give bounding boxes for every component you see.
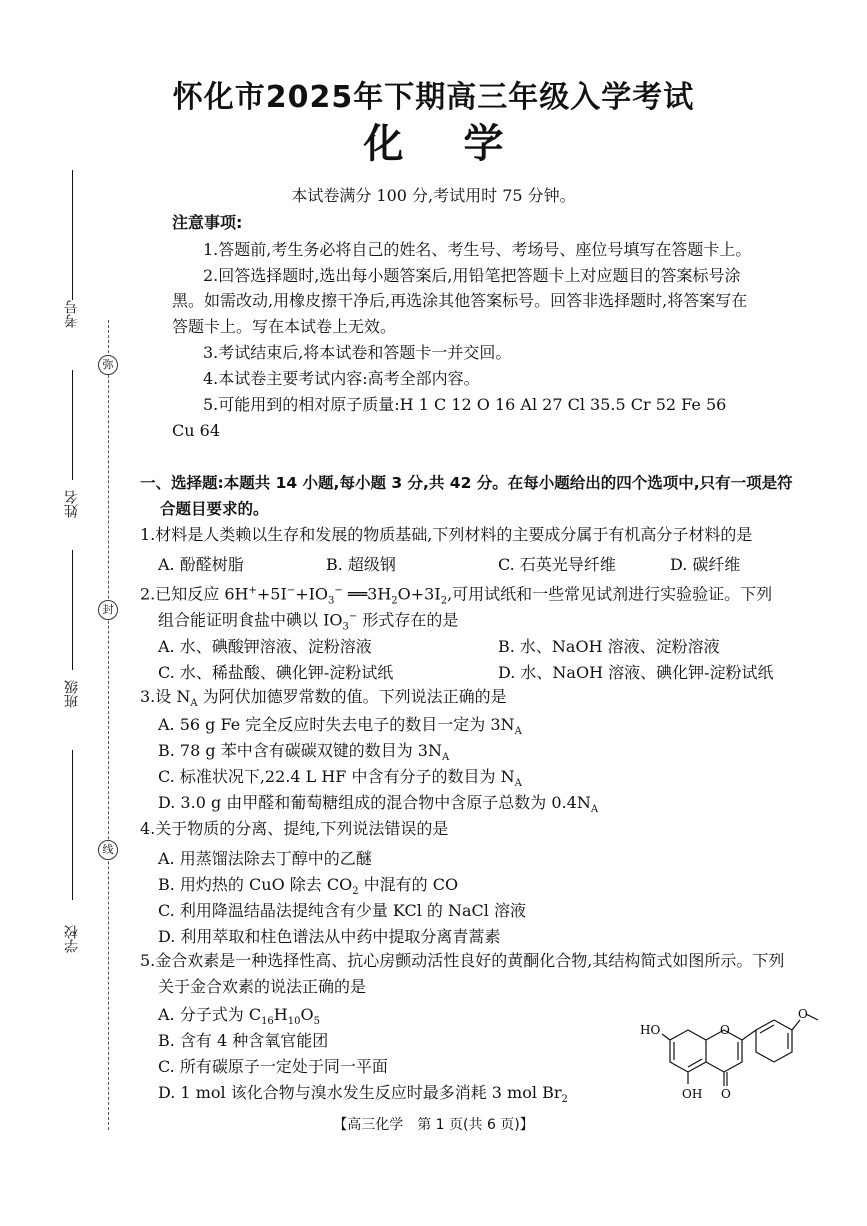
q3-stem: 3.设 $N_A$ 为阿伏加德罗常数的值。下列说法正确的是 [140, 687, 507, 710]
q5-option-b: B. 含有 4 种含氧官能团 [158, 1031, 329, 1050]
notice-2a: 2.回答选择题时,选出每小题答案后,用铅笔把答题卡上对应题目的答案标号涂 [203, 266, 741, 285]
acacetin-structure [640, 1000, 820, 1110]
q4-option-d: D. 利用萃取和柱色谱法从中药中提取分离青蒿素 [158, 927, 501, 946]
q5-stem-1: 5.金合欢素是一种选择性高、抗心房颤动活性良好的黄酮化合物,其结构简式如图所示。下列 [140, 951, 785, 970]
page-footer: 【高三化学 第 1 页(共 6 页)】 [333, 1117, 534, 1133]
notice-1: 1.答题前,考生务必将自己的姓名、考生号、考场号、座位号填写在答题卡上。 [203, 240, 752, 259]
section1-head-1: 一、选择题:本题共 14 小题,每小题 3 分,共 42 分。在每小题给出的四个选项中,只有一项是符 [140, 474, 793, 492]
seal-mi: 弥 [98, 355, 118, 375]
notice-title: 注意事项: [172, 213, 243, 232]
q2-stem-2: 组合能证明食盐中碘以 $IO_3^-$ 形式存在的是 [158, 610, 459, 633]
q2-option-a: A. 水、碘酸钾溶液、淀粉溶液 [158, 637, 372, 656]
section1-head-2: 合题目要求的。 [160, 500, 269, 518]
label-exam-no: 考号 [64, 300, 80, 328]
q1-option-c: C. 石英光导纤维 [498, 555, 616, 574]
q1-option-d: D. 碳纤维 [670, 555, 741, 574]
notice-2c: 答题卡上。写在本试卷上无效。 [172, 317, 397, 336]
q5-option-d: D. 1 mol 该化合物与溴水发生反应时最多消耗 3 mol $Br_2$ [158, 1083, 568, 1106]
exam-title: 怀化市2025年下期高三年级入学考试 [172, 80, 695, 115]
q5-option-a: A. 分子式为 $C_{16}H_{10}O_5$ [158, 1005, 320, 1028]
q4-stem: 4.关于物质的分离、提纯,下列说法错误的是 [140, 819, 449, 838]
q4-option-c: C. 利用降温结晶法提纯含有少量 KCl 的 NaCl 溶液 [158, 901, 526, 920]
label-school: 学校 [64, 925, 80, 953]
q5-stem-2: 关于金合欢素的说法正确的是 [158, 977, 367, 996]
label-carbonyl-o: O [721, 1087, 731, 1101]
label-class: 班级 [64, 680, 80, 708]
seal-xian: 线 [98, 840, 118, 860]
q1-option-a: A. 酚醛树脂 [158, 555, 244, 574]
label-methoxy-o: O [798, 1007, 808, 1021]
score-line: 本试卷满分 100 分,考试用时 75 分钟。 [291, 186, 576, 205]
q5-option-c: C. 所有碳原子一定处于同一平面 [158, 1057, 388, 1076]
label-name: 姓名 [64, 490, 80, 518]
name-line-3 [72, 550, 73, 670]
q3-option-a: A. 56 g Fe 完全反应时失去电子的数目一定为 $3N_A$ [158, 715, 522, 738]
seal-feng: 封 [98, 600, 118, 620]
q1-option-b: B. 超级钢 [326, 555, 396, 574]
label-oh: OH [682, 1087, 703, 1101]
notice-4: 4.本试卷主要考试内容:高考全部内容。 [203, 369, 480, 388]
seal-dashed-line [108, 320, 109, 1130]
notice-2b: 黑。如需改动,用橡皮擦干净后,再选涂其他答案标号。回答非选择题时,将答案写在 [172, 291, 748, 310]
label-ho: HO [640, 1023, 661, 1037]
q2-option-c: C. 水、稀盐酸、碘化钾-淀粉试纸 [158, 663, 394, 682]
q3-option-b: B. 78 g 苯中含有碳碳双键的数目为 $3N_A$ [158, 741, 450, 764]
q3-option-c: C. 标准状况下,22.4 L HF 中含有分子的数目为 $N_A$ [158, 767, 522, 790]
subject-title: 化学 [363, 121, 564, 167]
q4-option-b: B. 用灼热的 CuO 除去 $CO_2$ 中混有的 CO [158, 875, 459, 898]
q2-stem-1: 2.已知反应 $6H^++5I^-+IO_3^-$ $══3H_2O+3I_2$,可用试纸和一些常见试剂进行实验验证。下列 [140, 584, 773, 607]
q1-stem: 1.材料是人类赖以生存和发展的物质基础,下列材料的主要成分属于有机高分子材料的是 [140, 525, 753, 544]
name-line-4 [72, 750, 73, 900]
q2-option-b: B. 水、NaOH 溶液、淀粉溶液 [498, 637, 720, 656]
q3-option-d: D. 3.0 g 由甲醛和葡萄糖组成的混合物中含原子总数为 $0.4N_A$ [158, 793, 599, 816]
notice-5a: 5.可能用到的相对原子质量:H 1 C 12 O 16 Al 27 Cl 35.5 Cr 52 Fe 56 [203, 395, 727, 414]
q4-option-a: A. 用蒸馏法除去丁醇中的乙醚 [158, 849, 372, 868]
notice-3: 3.考试结束后,将本试卷和答题卡一并交回。 [203, 343, 512, 362]
name-line-2 [72, 370, 73, 480]
q2-option-d: D. 水、NaOH 溶液、碘化钾-淀粉试纸 [498, 663, 774, 682]
label-ring-o: O [720, 1023, 730, 1037]
notice-5b: Cu 64 [172, 421, 220, 440]
binding-margin [40, 170, 120, 1150]
